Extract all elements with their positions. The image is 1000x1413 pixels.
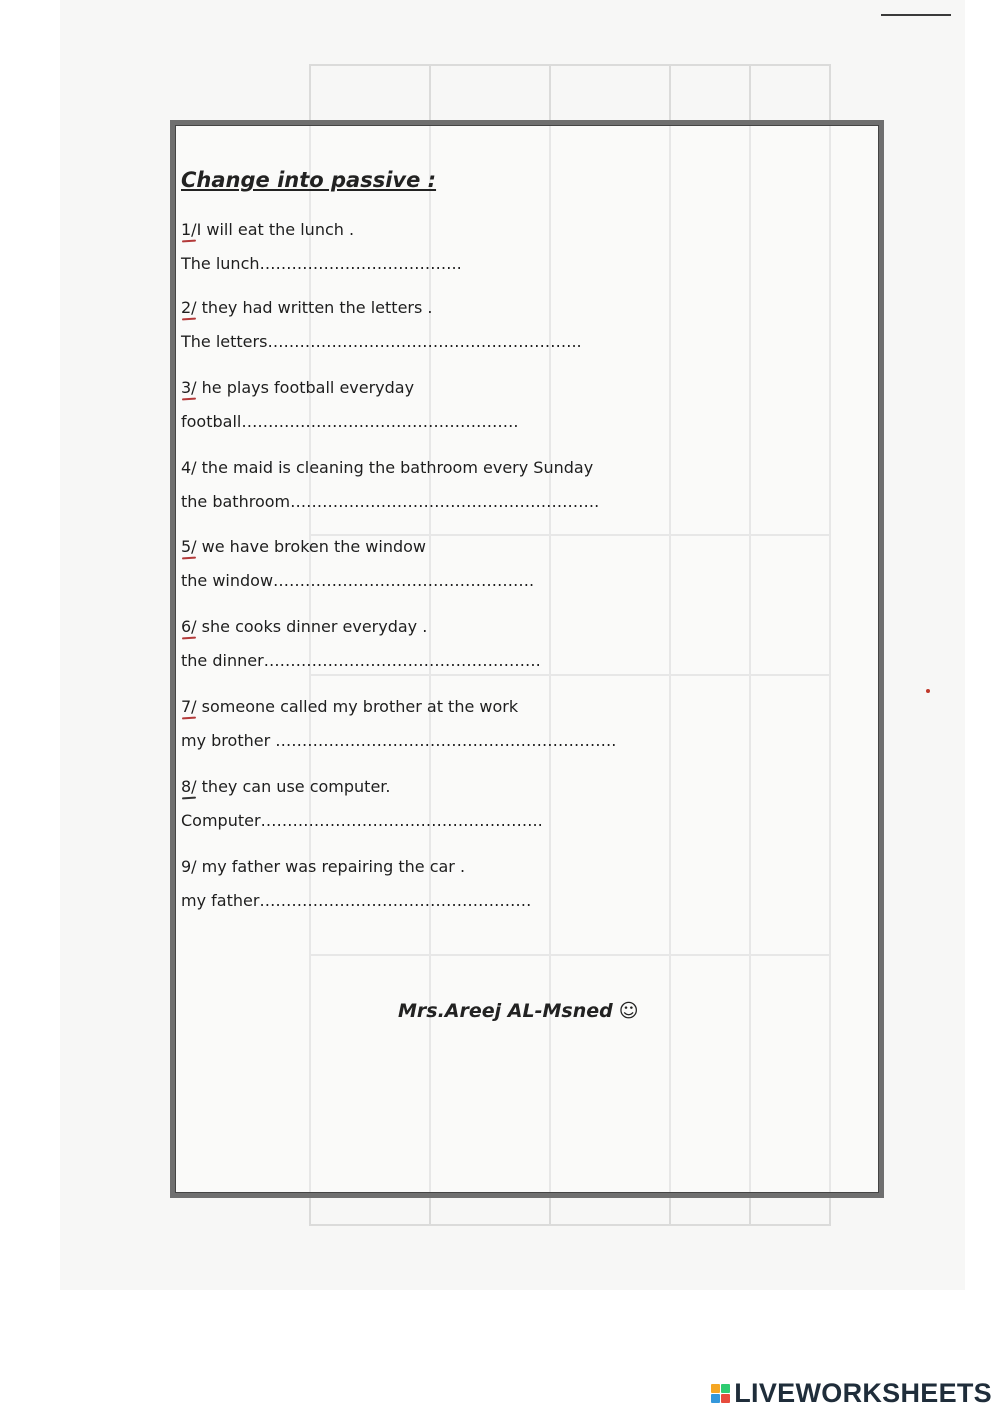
exercise-sentence: 2/ they had written the letters . <box>181 298 433 317</box>
signature-text: Mrs.Areej AL-Msned <box>398 1000 613 1022</box>
logo-square-blue <box>711 1394 720 1403</box>
exercise-5 <box>181 537 661 590</box>
exercise-answer-line[interactable]: the bathroom…………………………………………………. <box>181 492 600 511</box>
exercise-sentence: 4/ the maid is cleaning the bathroom every Sunday <box>181 458 594 477</box>
exercise-sentence: 1/I will eat the lunch . <box>181 220 355 239</box>
logo-square-green <box>721 1384 730 1393</box>
exercise-7 <box>181 697 661 750</box>
exercise-answer-line[interactable]: the window…………………………………………. <box>181 571 535 590</box>
exercise-answer-line[interactable]: the dinner……………………………………………. <box>181 651 541 670</box>
smiley-icon: ☺ <box>618 1000 639 1022</box>
exercise-answer-line[interactable]: my brother ………………………………………………………. <box>181 731 617 750</box>
logo-text: LIVEWORKSHEETS <box>734 1377 992 1408</box>
exercise-sentence: 3/ he plays football everyday <box>181 378 415 397</box>
stray-mark <box>926 689 930 693</box>
exercise-sentence: 8/ they can use computer. <box>181 777 391 796</box>
exercise-sentence: 5/ we have broken the window <box>181 537 426 556</box>
exercise-sentence: 7/ someone called my brother at the work <box>181 697 519 716</box>
logo-square-orange <box>711 1384 720 1393</box>
exercise-8 <box>181 777 661 830</box>
logo-square-red <box>721 1394 730 1403</box>
exercise-answer-line[interactable]: football……………………………………………. <box>181 412 519 431</box>
exercise-sentence: 6/ she cooks dinner everyday . <box>181 617 428 636</box>
teacher-signature <box>398 1000 639 1022</box>
exercise-6 <box>181 617 661 670</box>
liveworksheets-mark-icon <box>711 1384 730 1403</box>
exercise-answer-line[interactable]: The letters………………………………………………….. <box>181 332 582 351</box>
liveworksheets-logo <box>711 1378 992 1408</box>
exercise-9 <box>181 857 661 910</box>
exercise-1 <box>181 220 661 273</box>
worksheet-title: Change into passive : <box>181 168 437 192</box>
exercise-answer-line[interactable]: my father…………………………………………… <box>181 891 532 910</box>
paper-corner-fold <box>881 0 951 16</box>
exercise-2 <box>181 298 661 351</box>
exercise-3 <box>181 378 661 431</box>
exercise-4 <box>181 458 661 511</box>
exercise-answer-line[interactable]: Computer…………………………………………….. <box>181 811 543 830</box>
exercise-answer-line[interactable]: The lunch……………………………….. <box>181 254 462 273</box>
exercise-sentence: 9/ my father was repairing the car . <box>181 857 466 876</box>
